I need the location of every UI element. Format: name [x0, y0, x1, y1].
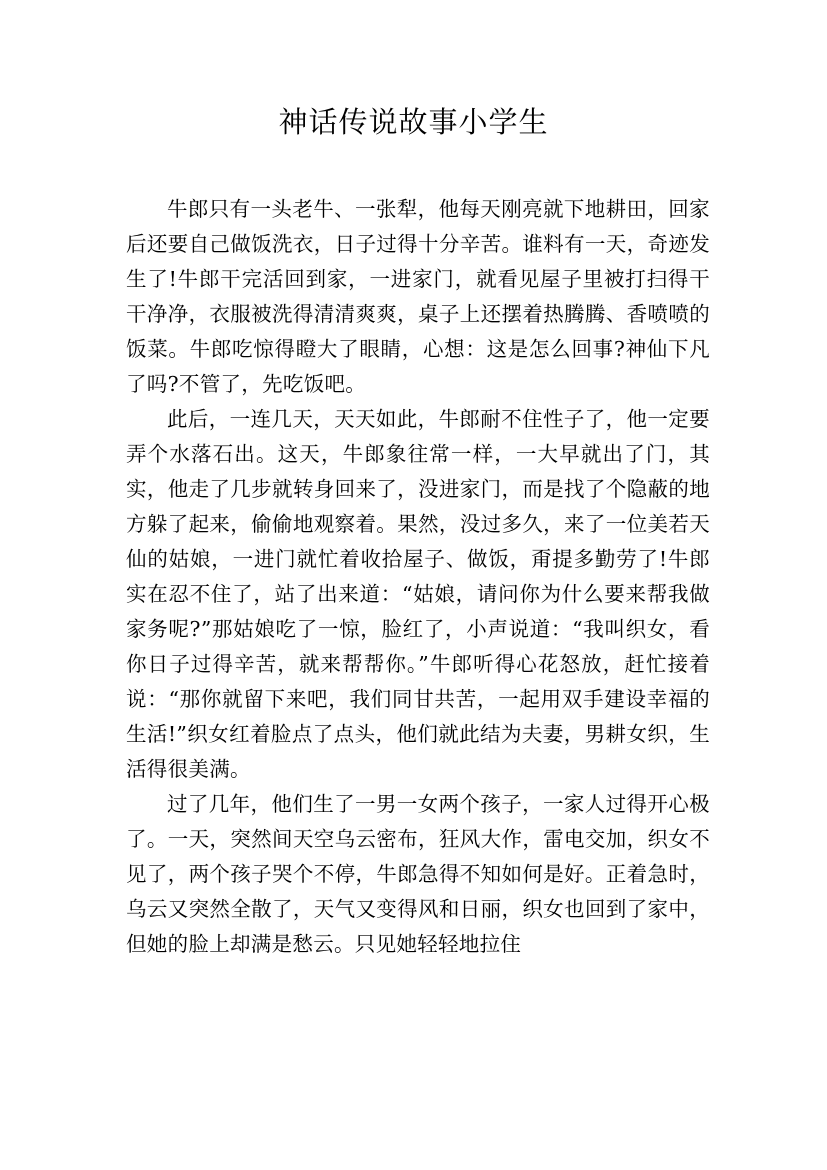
paragraph-1: 牛郎只有一头老牛、一张犁，他每天刚亮就下地耕田，回家后还要自己做饭洗衣，日子过得十分辛苦。谁料有一天，奇迹发生了!牛郎干完活回到家，一进家门，就看见屋子里被打扫得干干净净，衣服被洗得清清爽爽，桌子上还摆着热腾腾、香喷喷的饭菜。牛郎吃惊得瞪大了眼睛，心想：这是怎么回事?神仙下凡了吗?不管了，先吃饭吧。 — [126, 197, 710, 396]
paragraph-3: 过了几年，他们生了一男一女两个孩子，一家人过得开心极了。一天，突然间天空乌云密布，狂风大作，雷电交加，织女不见了，两个孩子哭个不停，牛郎急得不知如何是好。正着急时，乌云又突然全散了，天气又变得风和日丽，织女也回到了家中，但她的脸上却满是愁云。只见她轻轻地拉住 — [126, 792, 710, 956]
document-body — [126, 192, 710, 962]
paragraph-2: 此后，一连几天，天天如此，牛郎耐不住性子了，他一定要弄个水落石出。这天，牛郎象往常一样，一大早就出了门，其实，他走了几步就转身回来了，没进家门，而是找了个隐蔽的地方躲了起来，偷偷地观察着。果然，没过多久，来了一位美若天仙的姑娘，一进门就忙着收拾屋子、做饭，甭提多勤劳了!牛郎实在忍不住了，站了出来道：“姑娘，请问你为什么要来帮我做家务呢?”那姑娘吃了一惊，脸红了，小声说道：“我叫织女，看你日子过得辛苦，就来帮帮你。”牛郎听得心花怒放，赶忙接着说：“那你就留下来吧，我们同甘共苦，一起用双手建设幸福的生活!”织女红着脸点了点头，他们就此结为夫妻，男耕女织，生活得很美满。 — [126, 407, 710, 781]
document-title: 神话传说故事小学生 — [278, 105, 549, 139]
